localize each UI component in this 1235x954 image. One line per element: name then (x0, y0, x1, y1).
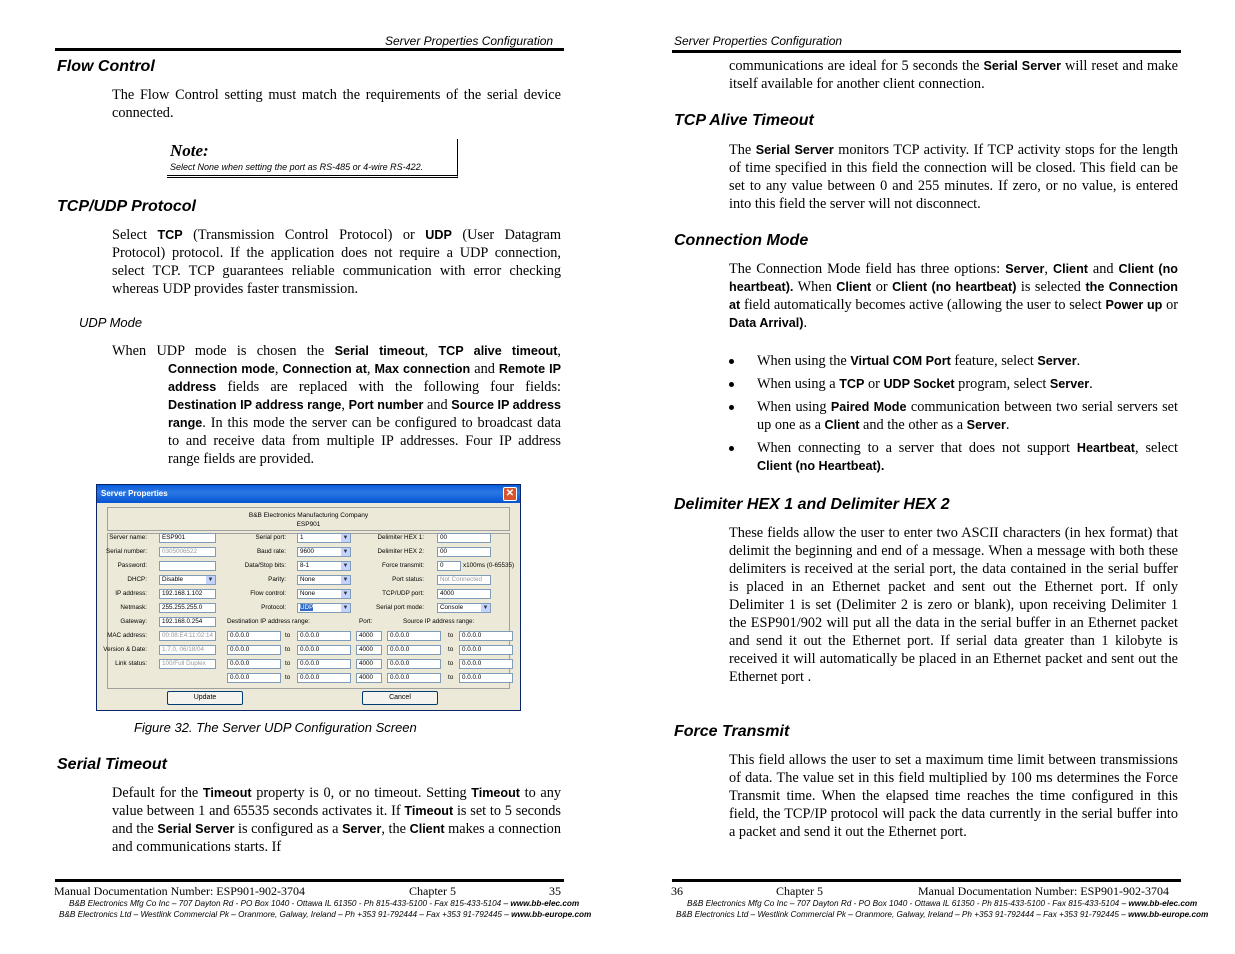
chevron-down-icon: ▼ (207, 577, 214, 583)
dest-ip-start-field[interactable]: 0.0.0.0 (227, 659, 281, 669)
list-item: When connecting to a server that does not support Heartbeat, select Client (no Heartbeat). (729, 439, 1178, 475)
footer-page-number: 36 (671, 884, 683, 898)
running-header: Server Properties Configuration (674, 34, 843, 48)
dest-ip-end-field[interactable]: 0.0.0.0 (297, 631, 351, 641)
flow-control-text: The Flow Control setting must match the requirements of the serial device connected. (112, 87, 561, 121)
bullet-icon (729, 405, 734, 410)
note-title: Note: (170, 141, 209, 160)
right-page (617, 0, 1234, 954)
netmask-label: Netmask: (120, 604, 147, 611)
footer-rule (55, 879, 564, 882)
port-status-label: Port status: (392, 576, 424, 583)
port-header: Port: (359, 618, 373, 625)
footer-address-eu: B&B Electronics Ltd – Westlink Commercial Pk – Oranmore, Galway, Ireland – Ph +353 91-792444 – Fax +353 91-792445 – www.bb-europe.com (676, 910, 1209, 919)
running-header: Server Properties Configuration (385, 34, 554, 48)
source-ip-start-field[interactable]: 0.0.0.0 (387, 631, 441, 641)
link-status-label: Link status: (115, 660, 147, 667)
footer-page-number: 35 (549, 884, 561, 898)
force-transmit-field[interactable]: 0 (437, 561, 461, 571)
dest-ip-start-field[interactable]: 0.0.0.0 (227, 631, 281, 641)
tcp-udp-heading: TCP/UDP Protocol (57, 198, 196, 215)
serial-port-mode-label: Serial port mode: (376, 604, 424, 611)
force-transmit-text: This field allows the user to set a maximum time limit between transmissions of data. The value set in this field multiplied by 100 ms determines the Force Transmit time. When the elapsed time reaches the time configured in this field, the TCP/IP protocol will pack the data currently in the serial buffer into a packet and send it out the Ethernet port. (729, 752, 1178, 840)
port-field[interactable]: 4000 (356, 673, 382, 683)
version-date-field: 1.7.0, 06/18/04 (159, 645, 216, 655)
protocol-label: Protocol: (261, 604, 286, 611)
ip-address-field[interactable]: 192.168.1.102 (159, 589, 216, 599)
password-label: Password: (117, 562, 147, 569)
footer-chapter: Chapter 5 (776, 884, 823, 898)
server-properties-dialog (96, 484, 521, 711)
udp-mode-heading: UDP Mode (79, 315, 143, 330)
bullet-icon (729, 382, 734, 387)
delimiter-hex2-field[interactable]: 00 (437, 547, 491, 557)
dhcp-label: DHCP: (127, 576, 147, 583)
force-transmit-units: x100ms (0-65535) (463, 562, 515, 569)
tcp-alive-heading: TCP Alive Timeout (674, 112, 814, 129)
footer-doc-number: Manual Documentation Number: ESP901-902-3704 (918, 884, 1169, 898)
force-transmit-heading: Force Transmit (674, 723, 790, 740)
tcp-udp-port-field[interactable]: 4000 (437, 589, 491, 599)
mac-address-label: MAC address: (107, 632, 147, 639)
source-ip-end-field[interactable]: 0.0.0.0 (459, 659, 513, 669)
source-ip-end-field[interactable]: 0.0.0.0 (459, 631, 513, 641)
source-ip-start-field[interactable]: 0.0.0.0 (387, 645, 441, 655)
dest-ip-end-field[interactable]: 0.0.0.0 (297, 673, 351, 683)
list-item: When using Paired Mode communication between two serial servers set up one as a Client and the other as a Server. (729, 398, 1178, 434)
to-label: to (285, 646, 291, 653)
dialog-titlebar (97, 485, 520, 503)
connection-mode-text: The Connection Mode field has three options: Server, Client and Client (no heartbeat). When Client or Client (no heartbeat) is selected the Connection at field automatically becomes active (allowing the user to select Power up or Data Arrival). (729, 261, 1179, 331)
company-name: B&B Electronics Manufacturing Company (248, 512, 369, 519)
port-status-field: Not Connected (437, 575, 491, 585)
bullet-icon (729, 446, 734, 451)
flow-control-heading: Flow Control (57, 58, 155, 75)
parity-select[interactable]: None ▼ (297, 575, 351, 585)
dest-ip-end-field[interactable]: 0.0.0.0 (297, 645, 351, 655)
port-field[interactable]: 4000 (356, 631, 382, 641)
note-box (167, 139, 458, 178)
to-label: to (448, 646, 454, 653)
list-item: When using the Virtual COM Port feature, select Server. (729, 352, 1178, 370)
source-ip-end-field[interactable]: 0.0.0.0 (459, 673, 513, 683)
source-range-header: Source IP address range: (403, 618, 475, 625)
continued-text: communications are ideal for 5 seconds the Serial Server will reset and make itself available for another client connection. (729, 58, 1178, 92)
close-icon[interactable]: ✕ (503, 487, 517, 501)
serial-port-label: Serial port: (255, 534, 286, 541)
dest-ip-start-field[interactable]: 0.0.0.0 (227, 645, 281, 655)
delimiter-heading: Delimiter HEX 1 and Delimiter HEX 2 (674, 496, 950, 513)
list-item: When using a TCP or UDP Socket program, select Server. (729, 375, 1178, 393)
password-field[interactable] (159, 561, 216, 571)
chevron-down-icon: ▼ (342, 563, 349, 569)
flow-control-label: Flow control: (250, 590, 286, 597)
protocol-select[interactable]: UDP ▼ (297, 603, 351, 613)
model-name: ESP901 (296, 521, 321, 528)
serial-number-label: Serial number: (106, 548, 147, 555)
source-ip-start-field[interactable]: 0.0.0.0 (387, 659, 441, 669)
mac-address-field: 00:08:E4:11:02:14 (159, 631, 216, 641)
netmask-field[interactable]: 255.255.255.0 (159, 603, 216, 613)
cancel-button[interactable]: Cancel (362, 691, 438, 705)
server-name-label: Server name: (109, 534, 147, 541)
baud-rate-select[interactable]: 9600 ▼ (297, 547, 351, 557)
ip-address-label: IP address: (115, 590, 147, 597)
source-ip-end-field[interactable]: 0.0.0.0 (459, 645, 513, 655)
to-label: to (448, 660, 454, 667)
dialog-title: Server Properties (101, 489, 168, 498)
serial-timeout-text: Default for the Timeout property is 0, or no timeout. Setting Timeout to any value between 1 and 65535 seconds activates it. If Timeout is set to 5 seconds and the Serial Server is configured as a Server, the Client makes a connection and communications starts. If (112, 785, 562, 855)
tcp-alive-text: The Serial Server monitors TCP activity. If TCP activity stops for the length of time specified in this field the connection will be closed. This field can be set to any value between 0 and 255 minutes. If zero, or no value, is entered into this field the server will not disconnect. (729, 142, 1178, 212)
delimiter-hex2-label: Delimiter HEX 2: (377, 548, 424, 555)
link-status-field: 100/Full Duplex (159, 659, 216, 669)
connection-mode-heading: Connection Mode (674, 232, 809, 249)
dhcp-select[interactable]: Disable ▼ (159, 575, 216, 585)
to-label: to (448, 632, 454, 639)
note-text: Select None when setting the port as RS-485 or 4-wire RS-422. (170, 162, 424, 172)
destination-range-header: Destination IP address range: (227, 618, 310, 625)
footer-address-eu: B&B Electronics Ltd – Westlink Commercial Pk – Oranmore, Galway, Ireland – Ph +353 91-792444 – Fax +353 91-792445 – www.bb-europe.com (59, 910, 592, 919)
port-field[interactable]: 4000 (356, 659, 382, 669)
to-label: to (285, 674, 291, 681)
port-field[interactable]: 4000 (356, 645, 382, 655)
baud-rate-label: Baud rate: (256, 548, 286, 555)
serial-port-mode-select[interactable]: Console ▼ (437, 603, 491, 613)
version-date-label: Version & Date: (103, 646, 147, 653)
header-rule (672, 50, 1181, 53)
flow-control-select[interactable]: None ▼ (297, 589, 351, 599)
gateway-label: Gateway: (120, 618, 147, 625)
update-button[interactable]: Update (167, 691, 243, 705)
bullet-icon (729, 359, 734, 364)
connection-mode-list (729, 352, 1178, 480)
tcp-udp-port-label: TCP/UDP port: (382, 590, 424, 597)
figure-caption: Figure 32. The Server UDP Configuration Screen (134, 720, 417, 735)
dest-ip-start-field[interactable]: 0.0.0.0 (227, 673, 281, 683)
source-ip-start-field[interactable]: 0.0.0.0 (387, 673, 441, 683)
udp-mode-text: When UDP mode is chosen the Serial timeout, TCP alive timeout, Connection mode, Connection at, Max connection and Remote IP address fields are replaced with the following four fields: Destination IP address range, Port number and Source IP address range. In this mode the server can be configured to broadcast data to and receive data from multiple IP addresses. Four IP address range fields are provided. (112, 343, 561, 467)
tcp-udp-text: Select TCP (Transmission Control Protocol) or UDP (User Datagram Protocol) protocol. If the application does not require a UDP connection, select TCP. TCP guarantees reliable communication with error checking whereas UDP provides faster transmission. (112, 227, 561, 297)
to-label: to (285, 632, 291, 639)
chevron-down-icon: ▼ (342, 591, 349, 597)
left-page (0, 0, 617, 954)
footer-address-us: B&B Electronics Mfg Co Inc – 707 Dayton Rd - PO Box 1040 - Ottawa IL 61350 - Ph 815-433-5100 - Fax 815-433-5104 – www.bb-elec.com (687, 899, 1198, 908)
dest-ip-end-field[interactable]: 0.0.0.0 (297, 659, 351, 669)
data-stop-bits-select[interactable]: 8-1 ▼ (297, 561, 351, 571)
chevron-down-icon: ▼ (342, 577, 349, 583)
to-label: to (448, 674, 454, 681)
to-label: to (285, 660, 291, 667)
chevron-down-icon: ▼ (482, 605, 489, 611)
parity-label: Parity: (268, 576, 286, 583)
delimiter-hex1-label: Delimiter HEX 1: (377, 534, 424, 541)
footer-address-us: B&B Electronics Mfg Co Inc – 707 Dayton Rd - PO Box 1040 - Ottawa IL 61350 - Ph 815-433-5100 - Fax 815-433-5104 – www.bb-elec.com (69, 899, 580, 908)
serial-port-select[interactable]: 1 ▼ (297, 533, 351, 543)
header-rule (55, 48, 564, 51)
data-stop-bits-label: Data/Stop bits: (244, 562, 286, 569)
company-banner (107, 507, 510, 531)
delimiter-hex1-field[interactable]: 00 (437, 533, 491, 543)
server-name-field[interactable]: ESP901 (159, 533, 216, 543)
footer-rule (672, 879, 1181, 882)
force-transmit-label: Force transmit: (382, 562, 424, 569)
chevron-down-icon: ▼ (342, 549, 349, 555)
delimiter-text: These fields allow the user to enter two ASCII characters (in hex format) that delimit the beginning and end of a message. When a message with both these delimiters is received at the serial port, the data contained in the serial buffer is placed in an Ethernet packet and sent out the Ethernet port. If only Delimiter 1 is set (Delimiter 2 is zero or blank), upon receiving Delimiter 1 the ESP901/902 will put all the data in the serial buffer in an Ethernet packet and send it out the Ethernet port. If serial data greater than 1 kilobyte is received it will automatically be placed in an Ethernet packet and sent out the Ethernet port . (729, 525, 1178, 685)
gateway-field[interactable]: 192.168.0.254 (159, 617, 216, 627)
serial-number-field: 0305006522 (159, 547, 216, 557)
chevron-down-icon: ▼ (342, 535, 349, 541)
chevron-down-icon: ▼ (342, 605, 349, 611)
footer-chapter: Chapter 5 (409, 884, 456, 898)
footer-doc-number: Manual Documentation Number: ESP901-902-3704 (54, 884, 305, 898)
serial-timeout-heading: Serial Timeout (57, 756, 167, 773)
